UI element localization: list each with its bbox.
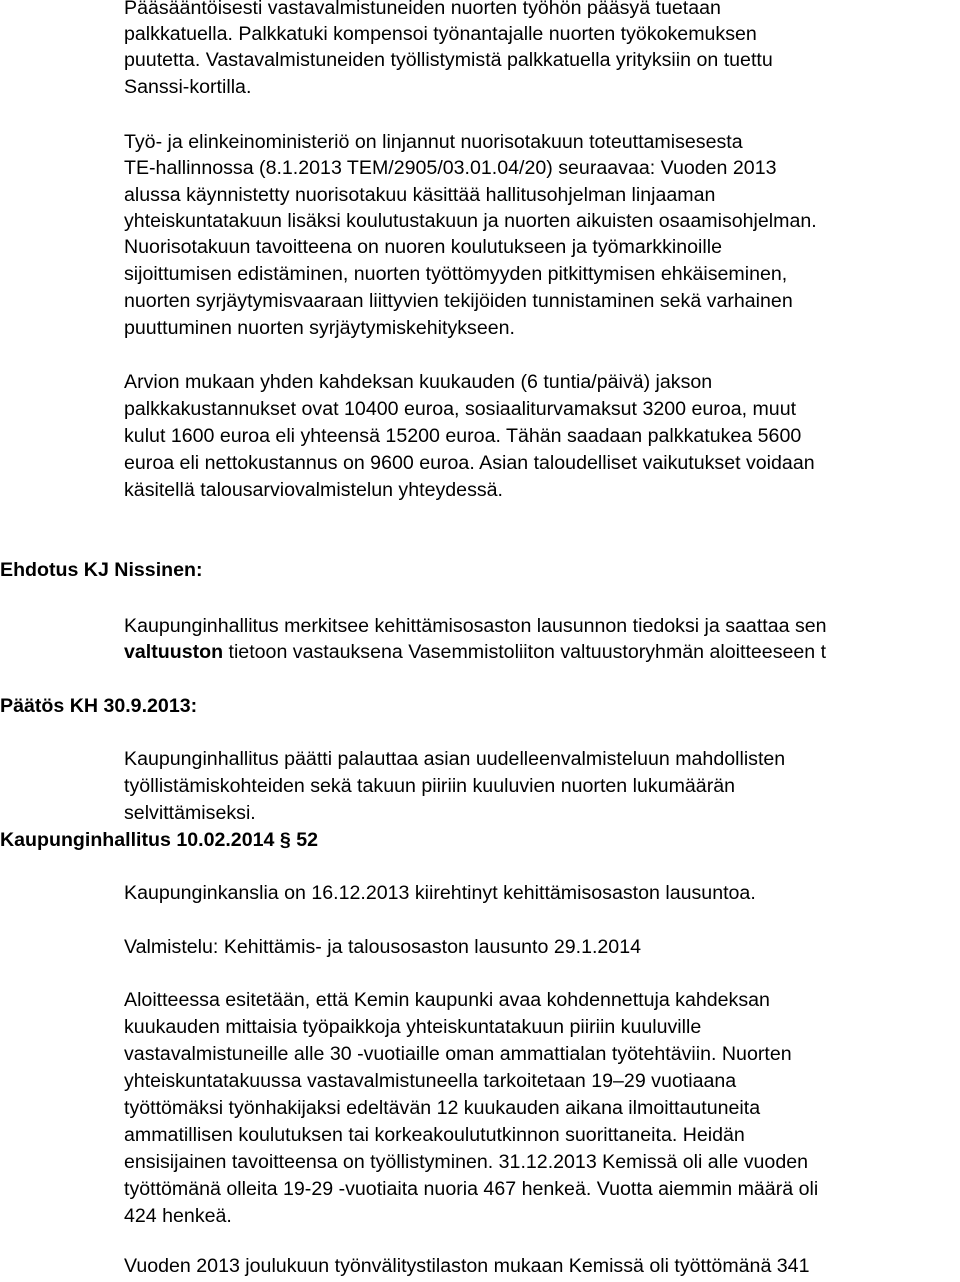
text-line: palkkatuella. Palkkatuki kompensoi työnantajalle nuorten työkokemuksen — [124, 23, 757, 45]
text-line: ammatillisen koulutuksen tai korkeakoulututkinnon suorittaneita. Heidän — [124, 1124, 745, 1146]
text-line: Sanssi-kortilla. — [124, 76, 252, 98]
text-line: kulut 1600 euroa eli yhteensä 15200 euroa. Tähän saadaan palkkatukea 5600 — [124, 425, 802, 447]
paragraph-preparation: Valmistelu: Kehittämis- ja talousosaston lausunto 29.1.2014 — [124, 936, 641, 958]
meeting-heading — [0, 827, 318, 854]
decision-heading: Päätös KH 30.9.2013: — [0, 695, 198, 717]
text-line: vastavalmistuneille alle 30 -vuotiaille oman ammattialan työtehtäviin. Nuorten — [124, 1043, 792, 1065]
text-line: Pääsääntöisesti vastavalmistuneiden nuorten työhön pääsyä tuetaan — [124, 0, 721, 19]
decision-line: työllistämiskohteiden sekä takuun piiriin kuuluvien nuorten lukumäärän — [124, 775, 736, 797]
text-line: Aloitteessa esitetään, että Kemin kaupunki avaa kohdennettuja kahdeksan — [124, 989, 770, 1011]
section-number: 52 — [296, 829, 319, 851]
decision-line: selvittämiseksi. — [124, 802, 256, 824]
text-line: käsitellä talousarviovalmistelun yhteydessä. — [124, 479, 503, 501]
proposal-line-rest: tietoon vastauksena Vasemmistoliiton valtuustoryhmän aloitteeseen t — [223, 641, 827, 663]
text-line: nuorten syrjäytymisvaaraan liittyvien tekijöiden tunnistaminen sekä varhainen — [124, 290, 793, 312]
text-line: Arvion mukaan yhden kahdeksan kuukauden (6 tuntia/päivä) jakson — [124, 371, 713, 393]
proposal-line: Kaupunginhallitus merkitsee kehittämisosaston lausunnon tiedoksi ja saattaa sen — [124, 615, 827, 637]
text-line: puuttuminen nuorten syrjäytymiskehitykseen. — [124, 317, 515, 339]
text-line: sijoittumisen edistäminen, nuorten työttömyyden pitkittymisen ehkäiseminen, — [124, 263, 788, 285]
text-line: työttömänä olleita 19-29 -vuotiaita nuoria 467 henkeä. Vuotta aiemmin määrä oli — [124, 1178, 819, 1200]
text-line: yhteiskuntatakuun lisäksi koulutustakuun ja nuorten aikuisten osaamisohjelman. — [124, 210, 817, 232]
text-line: euroa eli nettokustannus on 9600 euroa. Asian taloudelliset vaikutukset voidaan — [124, 452, 815, 474]
text-line: kuukauden mittaisia työpaikkoja yhteiskuntatakuun piiriin kuuluville — [124, 1016, 702, 1038]
text-line: työttömäksi työnhakijaksi edeltävän 12 kuukauden aikana ilmoittautuneita — [124, 1097, 761, 1119]
proposal-line — [124, 639, 826, 666]
proposal-bold-word: valtuuston — [124, 641, 224, 663]
text-line: Työ- ja elinkeinoministeriö on linjannut nuorisotakuun toteuttamisesesta — [124, 131, 743, 153]
meeting-title: Kaupunginhallitus 10.02.2014 — [0, 829, 275, 851]
text-line: alussa käynnistetty nuorisotakuu käsittää hallitusohjelman linjaaman — [124, 184, 716, 206]
text-line: puutetta. Vastavalmistuneiden työllistymistä palkkatuella yrityksiin on tuettu — [124, 49, 773, 71]
proposal-heading: Ehdotus KJ Nissinen: — [0, 559, 203, 581]
text-line: palkkakustannukset ovat 10400 euroa, sosiaaliturvamaksut 3200 euroa, muut — [124, 398, 797, 420]
text-line: 424 henkeä. — [124, 1205, 232, 1227]
text-line: yhteiskuntatakuussa vastavalmistuneella tarkoitetaan 19–29 vuotiaana — [124, 1070, 737, 1092]
section-sign-icon: § — [279, 829, 291, 851]
paragraph-reminder: Kaupunginkanslia on 16.12.2013 kiirehtinyt kehittämisosaston lausuntoa. — [124, 882, 756, 904]
text-line: TE-hallinnossa (8.1.2013 TEM/2905/03.01.04/20) seuraavaa: Vuoden 2013 — [124, 157, 777, 179]
text-line: ensisijainen tavoitteensa on työllistyminen. 31.12.2013 Kemissä oli alle vuoden — [124, 1151, 809, 1173]
text-line: Nuorisotakuun tavoitteena on nuoren koulutukseen ja työmarkkinoille — [124, 236, 722, 258]
paragraph-statistics: Vuoden 2013 joulukuun työnvälitystilaston mukaan Kemissä oli työttömänä 341 — [124, 1255, 810, 1277]
decision-line: Kaupunginhallitus päätti palauttaa asian uudelleenvalmisteluun mahdollisten — [124, 748, 786, 770]
